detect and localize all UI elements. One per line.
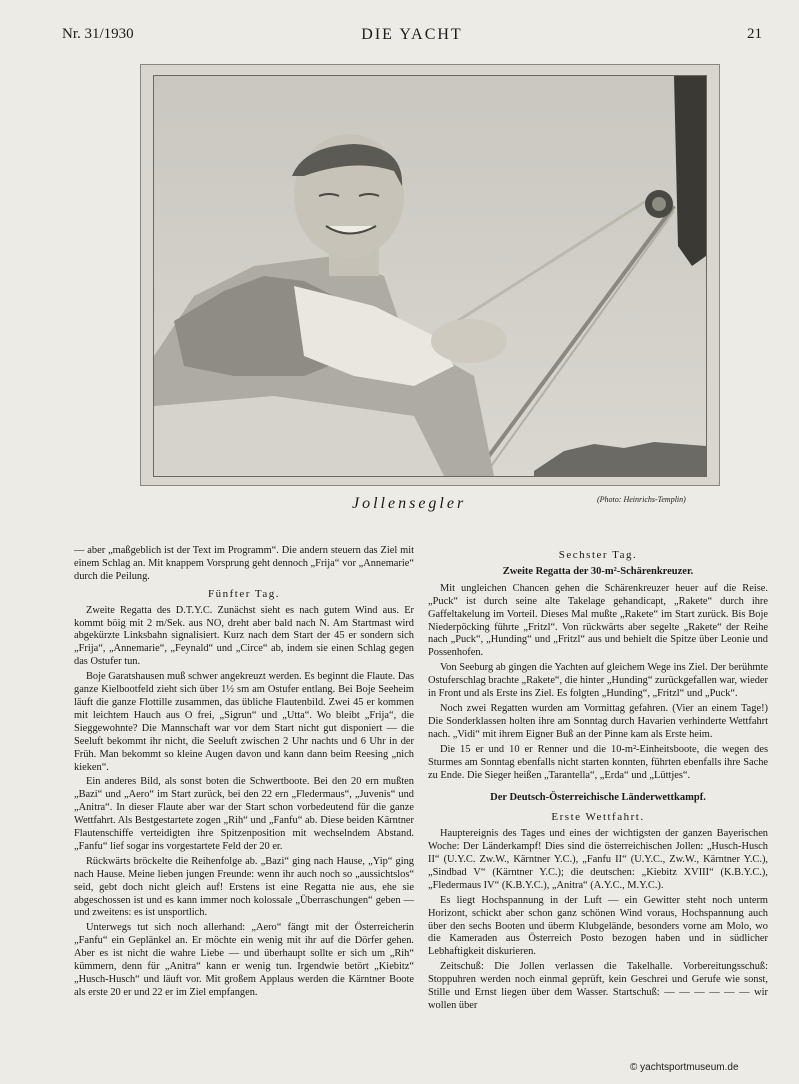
paragraph: Ein anderes Bild, als sonst boten die Schwertboote. Bei den 20 ern mußten „Bazi“ und „Aero“ im Start zurück, bei den 22 ern „Fledermaus“, „Juvenis“ und „Anitra“. In dieser Flaute aber war der Start schon vorbedeutend für die ganze Wettfahrt. Als Bestgestartete zogen „Rih“ und „Fanfu“ ab. Diese beiden Kärntner Flautenschiffe verteidigten ihre Spitzenposition mit wechselndem Abstand. „Fanfu“ lief sogar ins vorgestartete Feld der 20 er.: [74, 776, 414, 852]
photo-credit: (Photo: Heinrichs-Templin): [597, 495, 686, 504]
magazine-title: DIE YACHT: [361, 26, 463, 43]
section-heading-day5: Fünfter Tag.: [207, 587, 281, 600]
page-header: [62, 26, 762, 48]
subheading-regatta: Zweite Regatta der 30-m²-Schärenkreuzer.: [502, 565, 694, 577]
right-column: [428, 545, 768, 1015]
paragraph: Noch zwei Regatten wurden am Vormittag gefahren. (Vier an einem Tage!) Die Sonderklassen holten ihre am Sonntag durch Havarien verhinderte Wettfahrt nach. „Vidi“ mit ihrem Eigner Buß an der Pinne kam als Erste heim.: [428, 702, 768, 740]
subheading-laenderkampf: Der Deutsch-Österreichische Länderwettkampf.: [490, 792, 706, 804]
paragraph: Zeitschuß: Die Jollen verlassen die Takelhalle. Vorbereitungsschuß: Stoppuhren werden noch einmal geprüft, kein Geschrei und Gerufe wie sonst, Stille und Ernst liegen über dem Wasser. Startschuß: — — — — — — wir wollen über: [428, 961, 768, 1011]
paragraph: Von Seeburg ab gingen die Yachten auf gleichem Wege ins Ziel. Der berühmte Ostuferschlag brachte „Rakete“, die hinter „Hunding“ zurückgefallen war, wieder in Front und als Erste ins Ziel. Es folgten „Hunding“, „Fritzl“ und „Puck“.: [428, 662, 769, 700]
photo-frame: [140, 64, 720, 486]
issue-number: Nr. 31/1930: [62, 26, 134, 42]
paragraph: Hauptereignis des Tages und eines der wichtigsten der ganzen Bayerischen Woche: Der Länderkampf! Dies sind die österreichischen Jollen: „Husch-Husch II“ (U.Y.C. Zw.W., Kärntner Y.C.), „Fanfu II“ (U.Y.C., Zw.W., Kärntner Y.C.), „Sindbad V“ (Kärntner Y.C.); die deutschen: „Kiebitz XVIII“ (K.B.Y.C.), „Fledermaus IV“ (K.B.Y.C.), „Anitra“ (A.Y.C., M.Y.C.).: [428, 828, 768, 891]
paragraph: Zweite Regatta des D.T.Y.C. Zunächst sieht es nach gutem Wind aus. Er kommt böig mit 2 m/Sek. aus NO, dreht aber bald nach N. Am Startmast wird abgekürzte Linksbahn signalisiert. Kurz nach dem Start der 45 er sondern sich „Frija“, „Annemarie“, „Feynald“ und „Circe“ ab, indem sie einen Schlag gegen das Ostufer tun.: [74, 604, 414, 668]
paragraph: Unterwegs tut sich noch allerhand: „Aero“ fängt mit der Österreicherin „Fanfu“ ein Geplänkel an. Er möchte ein wenig mit ihr auf die Dörfer gehen. Aber es ist nicht die wahre Liebe — und überhaupt sollte er sich um „Rih“ kümmern, denn für „Anitra“ kann er wenig tun. Irgendwie betört „Kiebitz“ „Husch-Husch“ und läuft vor. Mit großem Applaus werden die Kärntner Boote als erste 20 er und 22 er im Ziel empfangen.: [74, 922, 414, 998]
watermark-copyright: © yachtsportmuseum.de: [630, 1062, 739, 1073]
section-heading-day6: Sechster Tag.: [558, 549, 638, 561]
paragraph: Die 15 er und 10 er Renner und die 10-m²-Einheitsboote, die wegen des Sturmes am Sonntag ebenfalls nicht starten konnten, führten ebenfalls ihre Sache zu Ende. Die Sieger heißen „Tarantella“, „Erda“ und „Lüttjes“.: [428, 743, 768, 781]
paragraph: Rückwärts bröckelte die Reihenfolge ab. „Bazi“ ging nach Hause, „Yip“ ging nach Hause. Meine lieben jungen Freunde: wenn ihr auch noch so „aussichtslos“ seid, gebt doch nicht gleich auf! Erstens ist eine Regatta nie aus, ehe sie abgeschossen ist und es kann immer noch kolossale „Überraschungen“ geben — und zweitens: es ist unsportlich.: [74, 855, 414, 919]
sailor-photo: [153, 75, 707, 477]
section-heading-first-race: Erste Wettfahrt.: [551, 811, 645, 824]
left-column: [74, 545, 414, 1002]
paragraph: Mit ungleichen Chancen gehen die Schärenkreuzer heuer auf die Reise. „Puck“ ist durch seine alte Takelage gehandicapt, „Rakete“ durch ihre Gaffeltakelung im Vorteil. Dieses Mal mußte „Rakete“ im Start zurück. Bis Boje Niederpöcking führte „Fritzl“. Von rückwärts aber segelte „Rakete“ der Reihe nach „Puck“, „Hunding“ und „Fritzl“ aus und behielt die Spitze über Leonie und Possenhofen.: [428, 582, 768, 659]
paragraph: Es liegt Hochspannung in der Luft — ein Gewitter steht noch unterm Horizont, schickt aber schon ganz schönen Wind voraus, Hochspannung auch über den sechs Booten und überm Klubgelände, besonders vorne am Molo, wo die Kameraden aus Österreich Posto bezogen haben und in südlicher Lebhaftigkeit diskurieren.: [428, 894, 768, 958]
intro-paragraph: — aber „maßgeblich ist der Text im Programm“. Die andern steuern das Ziel mit einem Schlag an. Mit knappem Vorsprung geht dennoch „Frija“ vor „Annemarie“ durch die Peilung.: [74, 545, 414, 582]
page-number: 21: [747, 26, 762, 42]
paragraph: Boje Garatshausen muß schwer angekreuzt werden. Es beginnt die Flaute. Das ganze Kielbootfeld zieht sich über 1½ sm am Ostufer entlang. Bei Boje Seeheim läuft die ganze Flottille zusammen, das übliche Flautenbild. Zwei 45 er kommen mit leichtem Hauch aus O frei, „Sigrun“ und „Utta“. Wo bleibt „Frija“, die Sieggewohnte? Die Mannschaft war vor dem Start nicht gut disponiert — die Seeluft bekommt ihr nicht, die Seeluft zwischen 2 Uhr nachts und 6 Uhr in der Früh. Man bekommt so kleine Augen davon und kann dann beim Reesing „nich kieken“.: [74, 671, 414, 773]
photo-caption: Jollensegler: [352, 495, 467, 512]
